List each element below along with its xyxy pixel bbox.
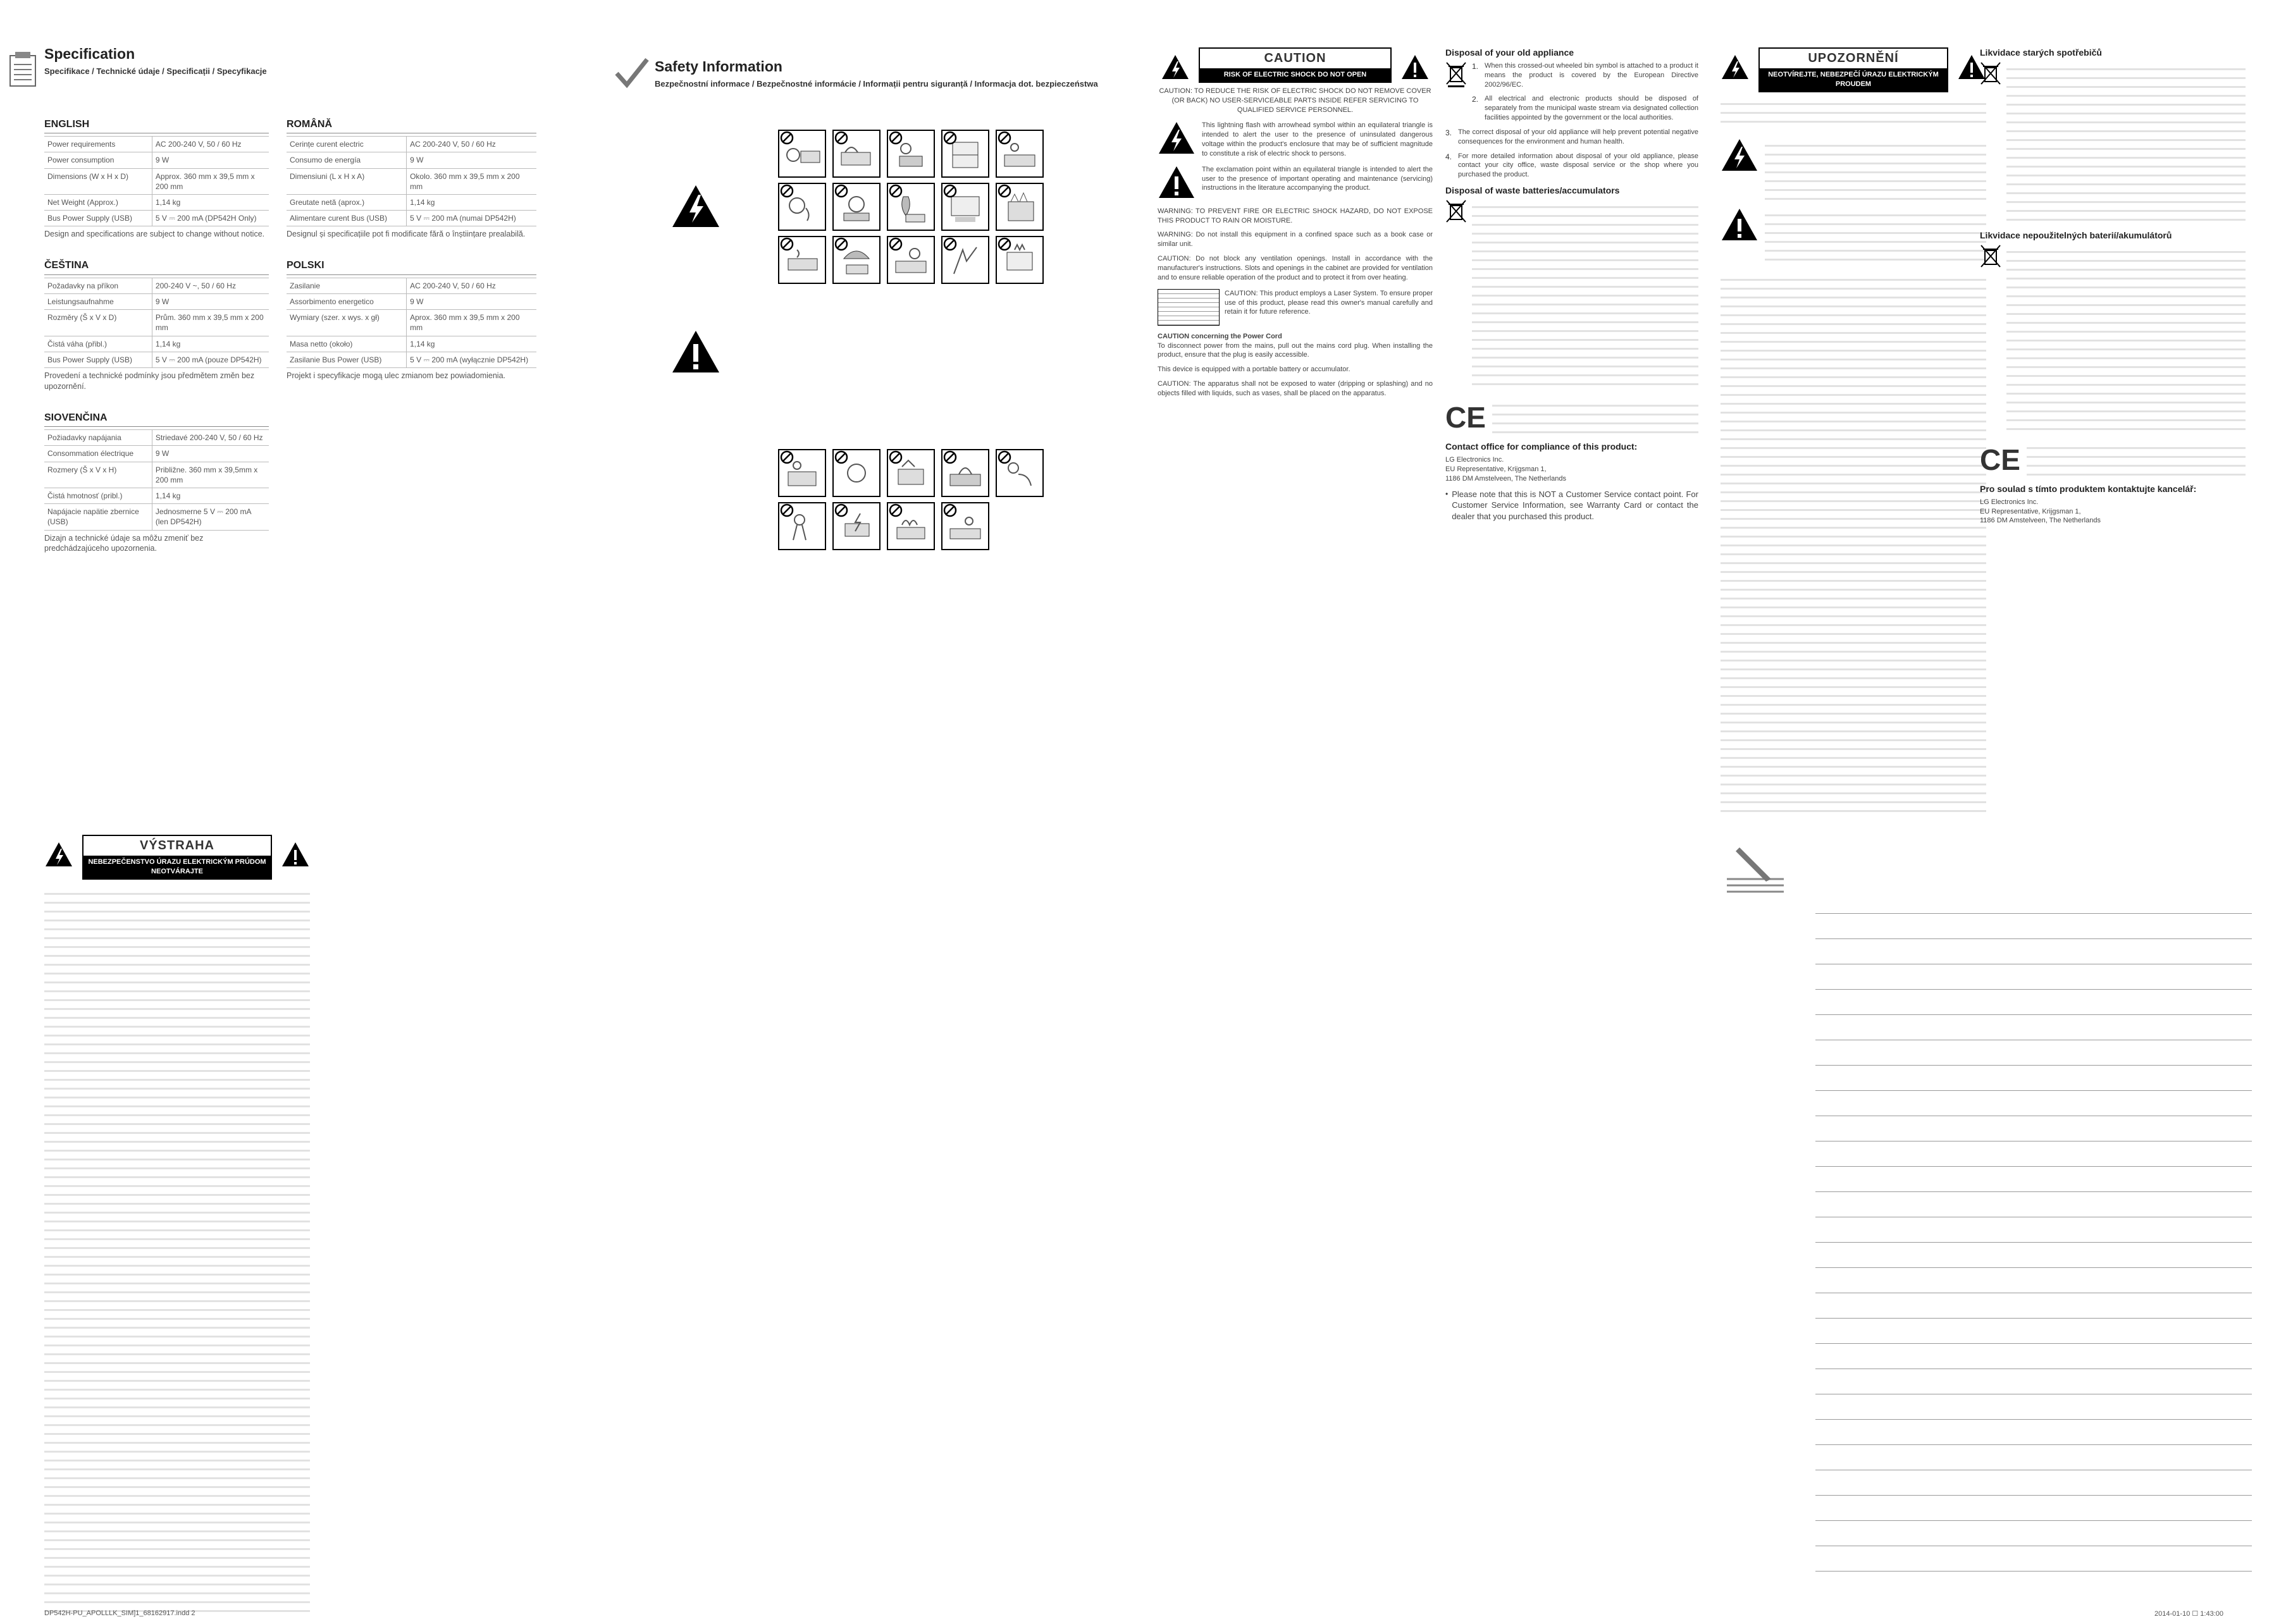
prohibited-pictogram-icon [996, 236, 1044, 284]
disposal-en-panel: Disposal of your old appliance 1. When this crossed-out wheeled bin symbol is attached to a product it means the product is covered by the European Directive 2002/96/EC. 2. All electrical and electronic products should be disposed of separately from the municipal waste stream via designated collection facilities appointed by the government or the local authorities. 3. The correct disposal of your old appliance will help prevent potential negative consequences for the environment and human health. 4. For more detailed information about disposal of your old appliance, please contact your city office, waste disposal service or the shop where you purchased the product. Disposal of waste batteries/accumulators CE Contact office for compliance of this product: LG Electronics Inc. EU Representative, Krijgsman 1, 1186 DM Amstelveen, The Netherlands • Please note that this is NOT a Customer Service contact point. For Customer Service Information, see Warranty Card or contact the dealer that you purchased this product. [1445, 47, 1698, 521]
exclamation-warning-icon [281, 841, 310, 868]
prohibited-pictogram-icon [996, 183, 1044, 231]
lang-heading: ČEŠTINA [44, 259, 269, 275]
lang-heading: POLSKI [287, 259, 536, 275]
upozorneni-badge [1758, 47, 1948, 92]
lightning-warning-icon [1158, 121, 1196, 155]
lightning-warning-icon [44, 841, 73, 868]
contact-heading: Pro soulad s tímto produktem kontaktujte kancelář: [1980, 483, 2197, 494]
prohibited-pictogram-icon [778, 449, 826, 497]
disposal-heading: Disposal of your old appliance [1445, 47, 1574, 58]
power-cord-heading: CAUTION concerning the Power Cord [1158, 332, 1282, 340]
caution-badge [1199, 47, 1392, 83]
spec-section-pl [287, 259, 536, 381]
exclamation-warning-icon [670, 329, 721, 374]
checkmark-icon [613, 54, 651, 92]
prohibited-pictogram-icon [887, 502, 935, 550]
lang-heading: SIOVENČINA [44, 411, 269, 428]
crossed-bin-icon [1980, 61, 2001, 88]
water-caution-text: CAUTION: The apparatus shall not be exposed to water (dripping or splashing) and no objects filled with liquids, such as vases, shall be placed on the apparatus. [1158, 380, 1433, 397]
badge-title: CAUTION [1264, 51, 1326, 65]
footer-file-name: DP542H-PU_APOLLLK_SIM]1_68162917.indd 2 [44, 1609, 195, 1617]
cz-panel [1721, 47, 1986, 816]
footer-timestamp: 2014-01-10 ☐ 1:43:00 [2154, 1610, 2223, 1618]
prohibited-pictogram-icon [832, 130, 881, 178]
battery-disposal-heading: Likvidace nepoužitelných baterií/akumulátorů [1980, 230, 2172, 240]
caution-en-panel [1158, 47, 1433, 398]
badge-subtitle: NEBEZPEČENSTVO ÚRAZU ELEKTRICKÝM PRÚDOM NEOTVÁRAJTE [83, 856, 271, 878]
exclamation-explanation: The exclamation point within an equilateral triangle is intended to alert the user to the presence of important operating and maintenance (servicing) instructions in the literature accompanying the product. [1202, 165, 1433, 192]
spec-note: Dizajn a technické údaje sa môžu zmeniť bez predchádzajúceho upozornenia. [44, 533, 204, 553]
contact-line: 1186 DM Amstelveen, The Netherlands [1445, 474, 1566, 483]
lang-heading: ROMÂNĂ [287, 118, 536, 134]
cz-lead-text [1721, 96, 1986, 129]
ce-declaration-text [2027, 440, 2246, 478]
cz-disposal-panel [1980, 43, 2246, 526]
spec-subtitle: Specifikace / Technické údaje / Specificații / Specyfikacje [44, 66, 267, 77]
safety-panel [655, 57, 1135, 90]
caution-text: CAUTION: Do not block any ventilation openings. Install in accordance with the manufacturer's instructions. Slots and openings in the cabinet are provided for ventilation and to ensure reliable operation of the product and to protect it from over heating. [1158, 255, 1433, 281]
lightning-warning-icon [1721, 138, 1758, 172]
list-item: 1. When this crossed-out wheeled bin symbol is attached to a product it means the product is covered by the European Directive 2002/96/EC. [1472, 61, 1698, 89]
spec-section-cz [44, 259, 269, 391]
ce-declaration-text [1492, 398, 1698, 436]
prohibited-pictogram-icon [887, 449, 935, 497]
cz-text-block [1765, 207, 1986, 264]
exclamation-warning-icon [1158, 165, 1196, 199]
prohibited-pictogram-icon [778, 130, 826, 178]
spec-table: Cerințe curent electric AC 200-240 V, 50 / 60 Hz Consumo de energía 9 W Dimensiuni (L x H x A) Okolo. 360 mm x 39,5 mm x 200 mm Greutate netă (aprox.) 1,14 kg Alimentare curent Bus (USB) 5 V ⎓ 200 mA (numai DP542H) [287, 136, 536, 226]
cz-disposal-text [2006, 61, 2246, 226]
contact-heading: Contact office for compliance of this product: [1445, 441, 1638, 452]
list-item: 4. For more detailed information about disposal of your old appliance, please contact your city office, waste disposal service or the shop where you purchased the product. [1445, 152, 1698, 179]
exclamation-warning-icon [1400, 54, 1430, 80]
spec-panel [44, 44, 582, 554]
disposal-list-cont [1445, 128, 1698, 180]
contact-line: LG Electronics Inc. [1445, 456, 1504, 464]
crossed-bin-icon [1445, 199, 1467, 226]
power-cord-text: To disconnect power from the mains, pull out the mains cord plug. When installing the product, ensure that the plug is easily accessible. [1158, 341, 1433, 359]
spec-section-en [44, 118, 269, 240]
cz-body-text [1721, 272, 1986, 816]
prohibited-pictogram-icon [941, 236, 989, 284]
battery-disposal-heading: Disposal of waste batteries/accumulators [1445, 185, 1620, 196]
prohibited-pictogram-icon [778, 236, 826, 284]
cz-battery-text [2006, 244, 2246, 434]
contact-line: EU Representative, Krijgsman 1, [1445, 465, 1547, 473]
spec-note: Design and specifications are subject to change without notice. [44, 230, 265, 239]
badge-title: VÝSTRAHA [139, 839, 214, 852]
sk-body-text [44, 886, 310, 1613]
customer-service-note: Please note that this is NOT a Customer Service contact point. For Customer Service Information, see Warranty Card or contact the dealer that you purchased this product. [1452, 489, 1698, 521]
safety-pictogram-grid-lower [778, 449, 1044, 550]
prohibited-pictogram-icon [996, 130, 1044, 178]
prohibited-pictogram-icon [832, 502, 881, 550]
note-lines [1815, 889, 2252, 1572]
exclamation-warning-icon [1721, 207, 1758, 242]
badge-subtitle: RISK OF ELECTRIC SHOCK DO NOT OPEN [1200, 68, 1390, 82]
spec-table: Power requirements AC 200-240 V, 50 / 60 Hz Power consumption 9 W Dimensions (W x H x D) Approx. 360 mm x 39,5 mm x 200 mm Net Weight (Approx.) 1,14 kg Bus Power Supply (USB) 5 V ⎓ 200 mA (DP542H Only) [44, 136, 269, 226]
spec-table: Požadavky na příkon 200-240 V ~, 50 / 60 Hz Leistungsaufnahme 9 W Rozměry (Š x V x D) Prům. 360 mm x 39,5 mm x 200 mm Čistá váha (přibl.) 1,14 kg Bus Power Supply (USB) 5 V ⎓ 200 mA (pouze DP542H) [44, 278, 269, 368]
prohibited-pictogram-icon [941, 502, 989, 550]
spec-note: Provedení a technické podmínky jsou předmětem změn bez upozornění. [44, 371, 255, 391]
prohibited-pictogram-icon [941, 449, 989, 497]
lang-heading: ENGLISH [44, 118, 269, 134]
spec-note: Projekt i specyfikacje mogą ulec zmianom bez powiadomienia. [287, 371, 505, 380]
prohibited-pictogram-icon [832, 236, 881, 284]
badge-title: UPOZORNĚNÍ [1808, 51, 1899, 65]
ce-mark-icon: CE [1445, 401, 1486, 434]
prohibited-pictogram-icon [887, 236, 935, 284]
cz-text-block [1765, 138, 1986, 201]
pen-and-notebook-icon [1721, 841, 1796, 898]
notes-panel [1721, 841, 2252, 1572]
contact-line: EU Representative, Krijgsman 1, [1980, 507, 2081, 515]
vystraha-badge [82, 835, 272, 880]
spec-checklist-icon [6, 49, 44, 87]
prohibited-pictogram-icon [941, 130, 989, 178]
lightning-warning-icon [1161, 54, 1190, 80]
spec-section-ro [287, 118, 536, 240]
laser-caution-text: CAUTION: This product employs a Laser System. To ensure proper use of this product, please read this owner's manual carefully and retain it for future reference. [1225, 289, 1433, 316]
list-item: 3. The correct disposal of your old appliance will help prevent potential negative consequences for the environment and human health. [1445, 128, 1698, 145]
battery-disposal-text [1472, 199, 1698, 389]
contact-line: 1186 DM Amstelveen, The Netherlands [1980, 517, 2101, 525]
safety-pictogram-grid [778, 130, 1044, 284]
lightning-warning-icon [670, 183, 721, 229]
prohibited-pictogram-icon [887, 183, 935, 231]
spec-table: Požiadavky napájania Striedavé 200-240 V, 50 / 60 Hz Consommation électrique 9 W Rozmery (Š x V x H) Približne. 360 mm x 39,5mm x 200 mm Čistá hmotnosť (pribl.) 1,14 kg Napájacie napätie zbernice (USB) Jednosmerne 5 V ⎓ 200 mA (len DP542H) [44, 429, 269, 530]
list-item: 2. All electrical and electronic products should be disposed of separately from the municipal waste stream via designated collection facilities appointed by the government or the local authorities. [1472, 95, 1698, 122]
warning-text: WARNING: TO PREVENT FIRE OR ELECTRIC SHOCK HAZARD, DO NOT EXPOSE THIS PRODUCT TO RAIN OR MOISTURE. [1158, 207, 1433, 225]
lightning-warning-icon [1721, 54, 1750, 80]
warning-text: WARNING: Do not install this equipment in a confined space such as a book case or similar unit. [1158, 231, 1433, 249]
prohibited-pictogram-icon [832, 449, 881, 497]
spec-table: Zasilanie AC 200-240 V, 50 / 60 Hz Assorbimento energetico 9 W Wymiary (szer. x wys. x gł) Aprox. 360 mm x 39,5 mm x 200 mm Masa netto (około) 1,14 kg Zasilanie Bus Power (USB) 5 V ⎓ 200 mA (wyłącznie DP542H) [287, 278, 536, 368]
spec-col-left [44, 109, 269, 555]
spec-note: Designul și specificațiile pot fi modificate fără o înștiințare prealabilă. [287, 230, 526, 239]
disposal-list [1472, 61, 1698, 128]
prohibited-pictogram-icon [832, 183, 881, 231]
safety-subtitle: Bezpečnostní informace / Bezpečnostné informácie / Informații pentru siguranță / Informacja dot. bezpieczeństwa [655, 79, 1098, 89]
lightning-explanation: This lightning flash with arrowhead symbol within an equilateral triangle is intended to alert the user to the presence of uninsulated dangerous voltage within the product's enclosure that may be of sufficient magnitude to constitute a risk of electric shock to persons. [1202, 121, 1433, 157]
prohibited-pictogram-icon [778, 502, 826, 550]
laser-class-label [1158, 289, 1220, 326]
caution-lead: CAUTION: TO REDUCE THE RISK OF ELECTRIC SHOCK DO NOT REMOVE COVER (OR BACK) NO USER-SERVICEABLE PARTS INSIDE REFER SERVICING TO QUALIFIED SERVICE PERSONNEL. [1159, 87, 1431, 114]
contact-line: LG Electronics Inc. [1980, 498, 2039, 506]
prohibited-pictogram-icon [887, 130, 935, 178]
safety-title: Safety Information [655, 58, 782, 75]
crossed-bin-icon [1445, 61, 1467, 88]
prohibited-pictogram-icon [941, 183, 989, 231]
prohibited-pictogram-icon [996, 449, 1044, 497]
sk-panel [44, 835, 310, 1613]
battery-text: This device is equipped with a portable battery or accumulator. [1158, 366, 1350, 374]
crossed-bin-icon [1980, 244, 2001, 271]
disposal-heading: Likvidace starých spotřebičů [1980, 47, 2102, 58]
prohibited-pictogram-icon [778, 183, 826, 231]
spec-col-right [287, 109, 536, 555]
ce-mark-icon: CE [1980, 443, 2020, 476]
badge-subtitle: NEOTVÍREJTE, NEBEZPEČÍ ÚRAZU ELEKTRICKÝM PROUDEM [1760, 68, 1947, 91]
spec-title: Specification [44, 46, 135, 62]
spec-section-sk [44, 411, 269, 555]
